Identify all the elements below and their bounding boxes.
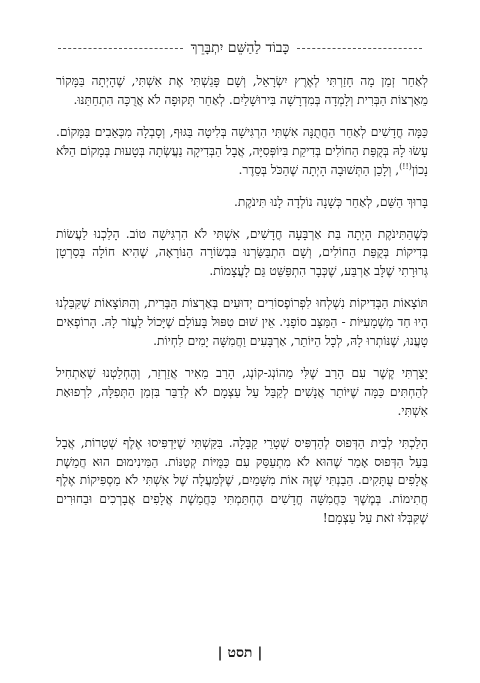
paragraph: תּוֹצָאוֹת הַבְּדִיקוֹת נִשְׁלְחוּ לִפְרוֹפֶסוֹרִים יְדוּעִים בְּאַרְצוֹת הַבְּרִית, וְהַתּוֹצָאוֹת שֶׁקִּבַּלְנוּ הָיוּ חַד מַשְׁמָעִיּוֹת - הַמַּצָּב סוֹפָנִי. אֵין שׁוּם טִפּוּל בָּעוֹלָם שֶׁיָּכוֹל לַעֲזֹר לָהּ. הָרוֹפְאִים טָעֲנוּ, שֶׁנּוֹתְרוּ לָהּ, לְכָל הַיּוֹתֵר, אַרְבָּעִים וַחֲמִשָּׁה יָמִים לִחְיוֹת. bbox=[56, 296, 428, 349]
page-number: | תסט | bbox=[217, 645, 263, 661]
paragraph: כְּשֶׁהַתִּינֹקֶת הָיְתָה בַּת אַרְבָּעָה חֳדָשִׁים, אִשְׁתִּי לֹא הִרְגִּישָׁה טוֹב. הָלַכְנוּ לַעֲשׂוֹת בְּדִיקוֹת בְּקֻפַּת הַחוֹלִים, וְשָׁם הִתְבַּשַּׂרְנוּ בִּבְשׂוֹרָה הַנּוֹרָאָה, שֶׁהִיא חוֹלָה בְּסַרְטָן גְּרוּרָתִי שֶׁלָּב אַרְבַּע, שֶׁכְּבָר הִתְפַּשֵּׁט גַּם לָעֲצָמוֹת. bbox=[56, 226, 428, 279]
paragraph: לְאַחַר זְמַן מָה חָזַרְתִּי לְאֶרֶץ יִשְׂרָאֵל, וְשָׁם פָּגַשְׁתִּי אֶת אִשְׁתִּי, שֶׁהָיְתָה בַּמָּקוֹר מֵאַרְצוֹת הַבְּרִית וְלָמְדָה בְּמִדְרָשָׁה בִּירוּשָׁלַיִם. לְאַחַר תְּקוּפָה לֹא אֲרֻכָּה הִתְחַתַּנּוּ. bbox=[56, 74, 428, 107]
paragraph: בָּרוּךְ הַשֵּׁם, לְאַחַר כְּשָׁנָה נוֹלְדָה לָנוּ תִּינֹקֶת. bbox=[234, 194, 428, 209]
header-rule-right bbox=[297, 48, 422, 49]
running-header bbox=[58, 40, 422, 57]
paragraph-text: כַּמָּה חֳדָשִׁים לְאַחַר הַחֲתֻנָּה אִשְׁתִּי הִרְגִּישָׁה בְּלִיטָה בַּגּוּף, וְסָבְלָה מִכְּאֵבִים בַּמָּקוֹם. עָשׂוּ לָהּ בְּקֻפַּת הַחוֹלִים בְּדִיקַת בִּיוֹפְּסִיָּה, אֲבָל הַבְּדִיקָה נַעֲשְׂתָה בְּטָעוּת בְּמָקוֹם הַלֹּא נָכוֹן bbox=[56, 124, 428, 177]
paragraph bbox=[56, 123, 428, 180]
header-title: כָּבוֹד לַהַשֵּׁם יִתְבָּרֵךְ bbox=[190, 40, 290, 56]
exclamation-note: (!!) bbox=[399, 161, 412, 171]
header-rule-left bbox=[58, 48, 183, 49]
paragraph: הָלַכְתִּי לְבֵית הַדְּפוּס לְהַדְפִּיס שְׁטָרֵי קַבָּלָה. בִּקַּשְׁתִּי שֶׁיַּדְפִּיסוּ אֶלֶף שְׁטָרוֹת, אֲבָל בַּעַל הַדְּפוּס אָמַר שֶׁהוּא לֹא מִתְעַסֵּק עִם כַּמֻּיּוֹת קְטַנּוֹת. הַמִּינִימוּם הוּא חֲמֵשֶׁת אֲלָפִים עֻתָּקִים. הֵבַנְתִּי שֶׁזֶּה אוֹת מִשָּׁמַיִם, שֶׁלְּמַעֲלָה שֶׁל אִשְׁתִּי לֹא מַסְפִּיקוֹת אֶלֶף חֲתִימוֹת. בְּמֶשֶׁךְ כַּחֲמִשָּׁה חֳדָשִׁים הֶחְתַּמְתִּי כַּחֲמֵשֶׁת אֲלָפִים אֲבָרְכִים וּבַחוּרִים שֶׁקִּבְּלוּ זֹאת עַל עַצְמָם! bbox=[56, 435, 428, 526]
paragraph-text: , וְלָכֵן הַתְּשׁוּבָה הָיְתָה שֶׁהַכֹּל בְּסֵדֶר. bbox=[238, 162, 400, 177]
page-body bbox=[56, 72, 428, 541]
paragraph: יָצַרְתִּי קֶשֶׁר עִם הָרַב שֶׁלִּי מֵהוֹנְג-קוֹנְג, הָרַב מֵאִיר אֲזַרְזֵר, וְהֶחְלַטְנוּ שֶׁאַתְחִיל לְהַחְתִּים כַּמָּה שֶׁיּוֹתֵר אֲנָשִׁים לְקַבֵּל עַל עַצְמָם לֹא לְדַבֵּר בִּזְמַן הַתְּפִלָּה, לִרְפוּאַת אִשְׁתִּי. bbox=[56, 365, 428, 418]
